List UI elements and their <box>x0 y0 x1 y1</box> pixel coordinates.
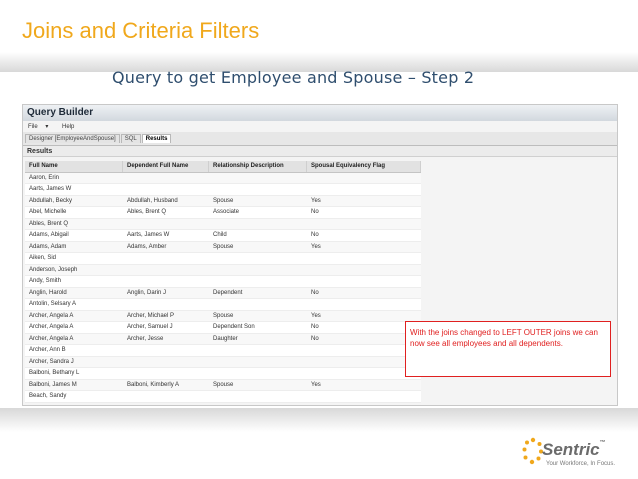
window-title: Query Builder <box>23 105 617 121</box>
results-panel-title: Results <box>23 146 617 157</box>
slide-subtitle: Query to get Employee and Spouse – Step 2 <box>112 68 475 87</box>
relationship-description-cell <box>209 253 307 264</box>
dependent-full-name-cell: Archer, Jesse <box>127 335 164 342</box>
relationship-description-cell: Child <box>213 232 227 238</box>
relationship-description-cell: Daughter <box>213 335 238 342</box>
menu-bar <box>23 121 617 132</box>
relationship-description-cell <box>209 299 307 310</box>
full-name-cell: Adams, Adam <box>29 243 67 250</box>
spousal-equivalency-flag-cell: No <box>311 209 319 215</box>
relationship-description-cell <box>209 276 307 287</box>
tab-sql[interactable]: SQL <box>121 134 141 143</box>
dependent-full-name-cell <box>123 276 209 287</box>
dependent-full-name-cell <box>123 219 209 230</box>
spousal-equivalency-flag-cell: Yes <box>311 381 321 388</box>
dependent-full-name-cell <box>123 173 209 184</box>
spousal-equivalency-flag-cell: No <box>311 232 319 238</box>
spousal-equivalency-flag-cell <box>307 299 421 310</box>
menu-file[interactable]: File ▾ <box>28 124 49 130</box>
dependent-full-name-cell <box>123 184 209 195</box>
spousal-equivalency-flag-cell <box>307 219 421 230</box>
full-name-cell: Aaron, Erin <box>29 174 60 181</box>
relationship-description-cell: Spouse <box>213 197 234 204</box>
annotation-callout: With the joins changed to LEFT OUTER joins we can now see all employees and all dependents. <box>405 321 611 377</box>
results-grid <box>25 161 421 403</box>
relationship-description-cell <box>209 368 307 379</box>
spousal-equivalency-flag-cell <box>307 265 421 276</box>
table-row[interactable] <box>25 299 421 311</box>
dependent-full-name-cell <box>123 265 209 276</box>
relationship-description-cell <box>209 391 307 402</box>
table-row[interactable] <box>25 196 421 208</box>
spousal-equivalency-flag-cell <box>307 173 421 184</box>
dependent-full-name-cell: Archer, Michael P <box>127 312 175 319</box>
grid-header-row <box>25 161 421 173</box>
full-name-cell: Ables, Brent Q <box>29 220 69 227</box>
relationship-description-cell: Spouse <box>213 381 234 388</box>
full-name-cell: Abdullah, Becky <box>29 197 73 204</box>
spousal-equivalency-flag-cell <box>307 253 421 264</box>
relationship-description-cell <box>209 345 307 356</box>
table-row[interactable] <box>25 242 421 254</box>
relationship-description-cell: Associate <box>213 209 240 215</box>
spousal-equivalency-flag-cell <box>307 184 421 195</box>
table-row[interactable] <box>25 288 421 300</box>
relationship-description-cell: Dependent Son <box>213 324 255 330</box>
full-name-cell: Andy, Smith <box>29 278 61 284</box>
table-row[interactable] <box>25 368 421 380</box>
grid-body <box>25 173 421 403</box>
dependent-full-name-cell: Abdullah, Husband <box>127 197 178 204</box>
column-header-full-name[interactable]: Full Name <box>25 161 123 172</box>
spousal-equivalency-flag-cell: No <box>311 324 319 330</box>
full-name-cell: Abel, Michelle <box>29 209 67 215</box>
full-name-cell: Anderson, Joseph <box>29 266 78 273</box>
full-name-cell: Anglin, Harold <box>29 289 67 296</box>
table-row[interactable] <box>25 311 421 323</box>
sentric-logo <box>522 434 626 472</box>
table-row[interactable] <box>25 345 421 357</box>
relationship-description-cell: Spouse <box>213 243 234 250</box>
spousal-equivalency-flag-cell <box>307 391 421 402</box>
spousal-equivalency-flag-cell: Yes <box>311 243 321 250</box>
full-name-cell: Beach, Sandy <box>29 393 67 399</box>
dependent-full-name-cell <box>123 357 209 368</box>
table-row[interactable] <box>25 253 421 265</box>
full-name-cell: Archer, Angela A <box>29 312 74 319</box>
dependent-full-name-cell <box>123 391 209 402</box>
table-row[interactable] <box>25 276 421 288</box>
full-name-cell: Adams, Abigail <box>29 232 69 238</box>
logo-wordmark: Sentric™ <box>542 440 606 459</box>
table-row[interactable] <box>25 391 421 403</box>
spousal-equivalency-flag-cell <box>307 345 421 356</box>
column-header-dependent-full-name[interactable]: Dependent Full Name <box>123 161 209 172</box>
chevron-down-icon: ▾ <box>45 124 49 130</box>
dependent-full-name-cell <box>123 345 209 356</box>
spousal-equivalency-flag-cell: No <box>311 335 319 342</box>
full-name-cell: Archer, Angela A <box>29 335 74 342</box>
sentric-logo-icon <box>522 436 544 470</box>
footer-divider-band <box>0 408 638 432</box>
dependent-full-name-cell: Balboni, Kimberly A <box>127 381 180 388</box>
dependent-full-name-cell <box>123 368 209 379</box>
dependent-full-name-cell <box>123 253 209 264</box>
table-row[interactable] <box>25 265 421 277</box>
table-row[interactable] <box>25 173 421 185</box>
full-name-cell: Aiken, Sid <box>29 255 57 261</box>
tab-strip <box>23 132 617 146</box>
table-row[interactable] <box>25 207 421 219</box>
full-name-cell: Archer, Sandra J <box>29 358 74 365</box>
relationship-description-cell: Spouse <box>213 312 234 319</box>
full-name-cell: Archer, Angela A <box>29 324 74 330</box>
spousal-equivalency-flag-cell <box>307 368 421 379</box>
column-header-relationship-description[interactable]: Relationship Description <box>209 161 307 172</box>
table-row[interactable] <box>25 219 421 231</box>
full-name-cell: Aarts, James W <box>29 186 72 192</box>
full-name-cell: Balboni, Bethany L <box>29 370 80 376</box>
column-header-spousal-equivalency-flag[interactable]: Spousal Equivalency Flag <box>307 161 421 172</box>
menu-help[interactable]: Help <box>62 124 75 130</box>
dependent-full-name-cell: Aarts, James W <box>127 232 170 238</box>
table-row[interactable] <box>25 334 421 346</box>
relationship-description-cell <box>209 184 307 195</box>
table-row[interactable] <box>25 380 421 392</box>
table-row[interactable] <box>25 357 421 369</box>
tab-designer[interactable]: Designer [EmployeeAndSpouse] <box>25 134 120 143</box>
relationship-description-cell <box>209 219 307 230</box>
dependent-full-name-cell: Ables, Brent Q <box>127 209 167 215</box>
dependent-full-name-cell <box>123 299 209 310</box>
dependent-full-name-cell: Archer, Samuel J <box>127 324 173 330</box>
table-row[interactable] <box>25 230 421 242</box>
spousal-equivalency-flag-cell: Yes <box>311 197 321 204</box>
relationship-description-cell: Dependent <box>213 289 243 296</box>
relationship-description-cell <box>209 357 307 368</box>
full-name-cell: Antolin, Selsary A <box>29 301 77 307</box>
relationship-description-cell <box>209 173 307 184</box>
query-builder-window <box>22 104 618 406</box>
full-name-cell: Archer, Ann B <box>29 347 66 353</box>
spousal-equivalency-flag-cell <box>307 357 421 368</box>
table-row[interactable] <box>25 184 421 196</box>
logo-tagline: Your Workforce, In Focus. <box>546 461 616 467</box>
table-row[interactable] <box>25 322 421 334</box>
spousal-equivalency-flag-cell: Yes <box>311 312 321 319</box>
spousal-equivalency-flag-cell: No <box>311 289 319 296</box>
full-name-cell: Balboni, James M <box>29 381 77 388</box>
dependent-full-name-cell: Anglin, Darin J <box>127 289 167 296</box>
slide-title: Joins and Criteria Filters <box>22 18 260 43</box>
tab-results[interactable]: Results <box>142 134 172 143</box>
dependent-full-name-cell: Adams, Amber <box>127 243 167 250</box>
relationship-description-cell <box>209 265 307 276</box>
spousal-equivalency-flag-cell <box>307 276 421 287</box>
